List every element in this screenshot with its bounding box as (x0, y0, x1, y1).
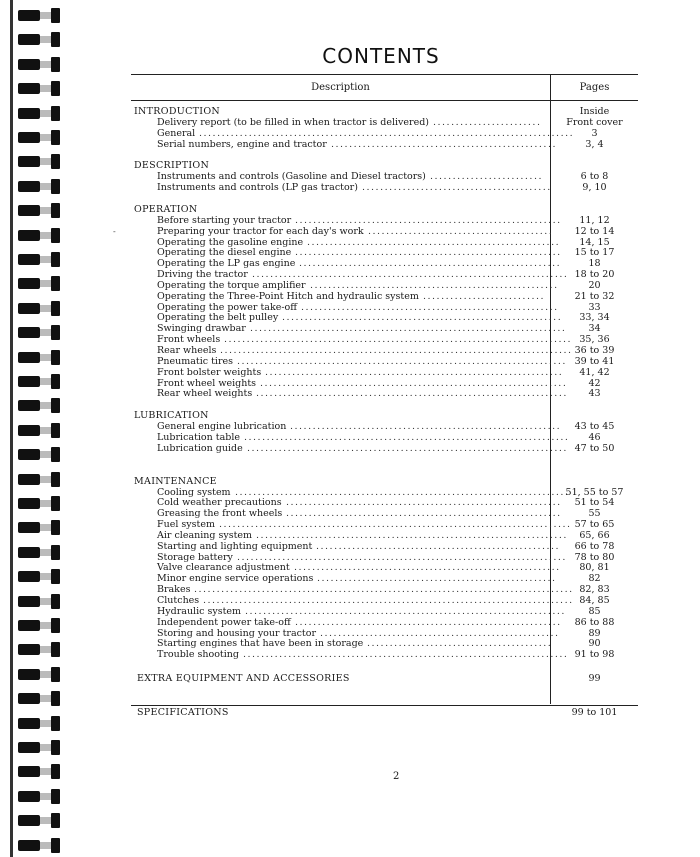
entry-description: OPERATION (134, 203, 198, 215)
margin-mark: - (113, 227, 116, 236)
dot-leader: ......................................................... (301, 301, 559, 313)
entry-pages: 90 (588, 638, 601, 650)
entry-description: Operating the gasoline engine (157, 236, 304, 248)
entry-description: Cold weather precautions (157, 497, 282, 509)
binding-ring (18, 716, 62, 731)
contents-entry (131, 258, 638, 269)
entry-description: Instruments and controls (Gasoline and Diesel tractors) (157, 171, 426, 183)
contents-section-heading (131, 106, 638, 117)
entry-description: Cooling system (157, 486, 231, 498)
dot-leader: ...................................................................... (252, 269, 569, 281)
entry-description: Operating the Three-Point Hitch and hydraulic system (157, 290, 419, 302)
contents-entry (131, 443, 638, 454)
binding-ring (18, 350, 62, 365)
entry-description: LUBRICATION (134, 410, 209, 422)
dot-leader: .......................................... (362, 182, 552, 194)
entry-pages: 12 to 14 (574, 225, 615, 237)
entry-pages: 11, 12 (579, 214, 610, 226)
contents-entry (131, 530, 638, 541)
dot-leader: ...................................................... (316, 540, 561, 552)
entry-pages: 3 (591, 127, 598, 139)
entry-pages: 47 to 50 (574, 442, 615, 454)
dot-leader: .......................................................................... (235, 486, 570, 498)
contents-entry (131, 334, 638, 345)
entry-description: Clutches (157, 595, 200, 606)
contents-entry (131, 269, 638, 280)
binding-ring (18, 569, 62, 584)
binding-ring (18, 667, 62, 682)
spiral-binding (0, 0, 62, 857)
contents-entry (131, 215, 638, 226)
entry-description: Starting and lighting equipment (157, 540, 313, 552)
entry-description: General engine lubrication (157, 421, 287, 433)
entry-description: Driving the tractor (157, 269, 248, 281)
entry-description: Independent power take-off (157, 616, 291, 628)
page-number: 2 (393, 771, 400, 782)
entry-pages: 6 to 8 (580, 171, 609, 183)
entry-pages: 21 to 32 (574, 290, 615, 302)
entry-description: Storage battery (157, 551, 233, 563)
entry-pages: 84, 85 (579, 595, 610, 606)
binding-ring (18, 764, 62, 779)
binding-spine (10, 0, 13, 857)
dot-leader: ............................................................. (286, 497, 562, 509)
contents-section-heading (131, 673, 638, 684)
entry-pages: 3, 4 (585, 138, 604, 150)
entry-description: Brakes (157, 584, 191, 596)
contents-entry (131, 487, 638, 498)
entry-description: Operating the belt pulley (157, 312, 279, 324)
dot-leader: ........................... (423, 290, 546, 302)
entry-description: Minor engine service operations (157, 573, 314, 585)
entry-pages: 99 to 101 (571, 707, 618, 719)
contents-entry (131, 541, 638, 552)
binding-ring (18, 618, 62, 633)
contents-entry (131, 584, 638, 595)
contents-entry (131, 226, 638, 237)
entry-description: Operating the diesel engine (157, 247, 292, 259)
entry-pages: 82 (588, 573, 601, 585)
entry-pages: 91 to 98 (574, 649, 615, 661)
dot-leader: ........................................................... (295, 616, 562, 628)
contents-section-heading (131, 707, 638, 718)
contents-entry (131, 595, 638, 606)
dot-leader: .............................................................................. (220, 345, 573, 356)
entry-pages: 33, 34 (579, 312, 610, 324)
binding-ring (18, 8, 62, 23)
dot-leader: ........................................................................ (243, 649, 569, 661)
entry-description: DESCRIPTION (134, 160, 210, 172)
entry-description: Operating the torque amplifier (157, 279, 306, 291)
dot-leader: ....................................................................... (245, 605, 566, 617)
entry-pages: 57 to 65 (574, 519, 615, 531)
binding-ring (18, 276, 62, 291)
entry-description: Air cleaning system (157, 529, 253, 541)
dot-leader: ............................................................. (286, 508, 562, 520)
contents-entry (131, 345, 638, 356)
entry-pages: 66 to 78 (574, 540, 615, 552)
table-header (131, 75, 638, 101)
dot-leader: .................................................................................. (203, 595, 574, 606)
entry-pages: 9, 10 (582, 182, 607, 194)
binding-ring (18, 325, 62, 340)
entry-pages: 39 to 41 (574, 355, 615, 367)
entry-description: Fuel system (157, 519, 215, 531)
entry-pages: 36 to 39 (574, 345, 615, 356)
binding-ring (18, 252, 62, 267)
entry-description: Preparing your tractor for each day's work (157, 225, 364, 237)
dot-leader: .......................................................... (299, 258, 562, 270)
binding-ring (18, 32, 62, 47)
entry-description: Swinging drawbar (157, 323, 246, 335)
entry-pages: 33 (588, 301, 601, 313)
contents-entry (131, 356, 638, 367)
entry-description: SPECIFICATIONS (137, 707, 229, 719)
entry-description: EXTRA EQUIPMENT AND ACCESSORIES (137, 673, 350, 685)
contents-entry (131, 291, 638, 302)
entry-pages: 15 to 17 (574, 247, 615, 259)
dot-leader: ........................................................... (295, 214, 562, 226)
contents-entry (131, 552, 638, 563)
dot-leader: ..................................................... (317, 573, 557, 585)
entry-description: Serial numbers, engine and tractor (157, 138, 327, 150)
entry-description: Front wheel weights (157, 377, 257, 389)
entry-description: Before starting your tractor (157, 214, 292, 226)
binding-ring (18, 106, 62, 121)
entry-description: Lubrication table (157, 431, 241, 443)
binding-ring (18, 398, 62, 413)
contents-entry (131, 606, 638, 617)
binding-ring (18, 472, 62, 487)
contents-entry (131, 497, 638, 508)
entry-pages: 86 to 88 (574, 616, 615, 628)
contents-entry (131, 280, 638, 291)
entry-pages: 78 to 80 (574, 551, 615, 563)
binding-ring (18, 423, 62, 438)
dot-leader: ........................................................... (294, 562, 561, 574)
binding-ring (18, 179, 62, 194)
entry-description: Hydraulic system (157, 605, 242, 617)
binding-ring (18, 154, 62, 169)
binding-ring (18, 228, 62, 243)
binding-ring (18, 130, 62, 145)
entry-description: Rear wheel weights (157, 388, 253, 400)
contents-entry (131, 117, 638, 128)
dot-leader: ........................................................................ (244, 431, 570, 443)
entry-pages: 99 (588, 673, 601, 685)
dot-leader: .................................................................... (260, 377, 568, 389)
contents-entry (131, 182, 638, 193)
entry-description: Starting engines that have been in storage (157, 638, 364, 650)
entry-pages: 85 (588, 605, 601, 617)
entry-pages: 43 (588, 388, 601, 400)
binding-ring (18, 57, 62, 72)
contents-entry (131, 171, 638, 182)
header-pages: Pages (579, 82, 610, 93)
contents-entry (131, 128, 638, 139)
entry-description: Trouble shooting (157, 649, 239, 661)
dot-leader: ..................................................................... (256, 388, 568, 400)
binding-ring (18, 789, 62, 804)
entry-description: Front wheels (157, 334, 221, 346)
dot-leader: ............................................................................. (224, 334, 573, 346)
dot-leader: ......................................... (367, 638, 553, 650)
contents-entry (131, 139, 638, 150)
entry-description: Front bolster weights (157, 366, 262, 378)
entry-pages: 34 (588, 323, 601, 335)
dot-leader: ..................................................... (320, 627, 560, 639)
entry-pages: 35, 36 (579, 334, 610, 346)
binding-ring (18, 838, 62, 853)
entry-pages: Front cover (566, 116, 623, 128)
dot-leader: ......................................................................... (237, 551, 567, 563)
binding-ring (18, 374, 62, 389)
contents-entry (131, 573, 638, 584)
entry-description: MAINTENANCE (134, 475, 217, 487)
dot-leader: ......................................... (368, 225, 554, 237)
entry-description: Pneumatic tires (157, 355, 234, 367)
dot-leader: ..................................................................... (256, 529, 568, 541)
binding-ring (18, 594, 62, 609)
contents-table (131, 74, 638, 719)
binding-ring (18, 813, 62, 828)
contents-section-heading (131, 410, 638, 421)
contents-entry (131, 508, 638, 519)
dot-leader: .............................................................. (282, 312, 563, 324)
contents-entry (131, 421, 638, 432)
contents-entry (131, 312, 638, 323)
entry-description: Operating the LP gas engine (157, 258, 296, 270)
contents-entry (131, 617, 638, 628)
binding-ring (18, 447, 62, 462)
entry-description: Rear wheels (157, 345, 217, 356)
contents-section-heading (131, 204, 638, 215)
contents-entry (131, 323, 638, 334)
contents-entry (131, 302, 638, 313)
binding-ring (18, 203, 62, 218)
contents-entry (131, 378, 638, 389)
contents-section-heading (131, 476, 638, 487)
binding-ring (18, 81, 62, 96)
contents-entry (131, 519, 638, 530)
dot-leader: ........................................................ (307, 236, 561, 248)
dot-leader: ......................................................................... (237, 355, 567, 367)
binding-ring (18, 691, 62, 706)
entry-pages: 80, 81 (579, 562, 610, 574)
entry-pages: 42 (588, 377, 601, 389)
entry-description: Lubrication guide (157, 442, 243, 454)
page-title: CONTENTS (322, 44, 440, 68)
binding-ring (18, 642, 62, 657)
dot-leader: ......................... (430, 171, 543, 183)
dot-leader: ................................................................................... (199, 127, 575, 139)
dot-leader: .................................................................. (265, 366, 564, 378)
entry-pages: 14, 15 (579, 236, 610, 248)
contents-entry (131, 562, 638, 573)
entry-pages: 51, 55 to 57 (565, 486, 624, 498)
dot-leader: .................................................................................... (194, 584, 574, 596)
entry-description: Operating the power take-off (157, 301, 298, 313)
dot-leader: ........................................................... (295, 247, 562, 259)
entry-pages: 43 to 45 (574, 421, 615, 433)
contents-entry (131, 638, 638, 649)
entry-pages: 65, 66 (579, 529, 610, 541)
contents-entry (131, 237, 638, 248)
binding-ring (18, 740, 62, 755)
entry-pages: 82, 83 (579, 584, 610, 596)
entry-description: General (157, 127, 196, 139)
dot-leader: .............................................................................. (219, 519, 572, 531)
dot-leader: .................................................. (331, 138, 557, 150)
entry-pages: 41, 42 (579, 366, 610, 378)
dot-leader: ....................................................... (310, 279, 559, 291)
contents-entry (131, 432, 638, 443)
entry-pages: 89 (588, 627, 601, 639)
contents-entry (131, 247, 638, 258)
entry-description: Storing and housing your tractor (157, 627, 317, 639)
entry-description: INTRODUCTION (134, 106, 221, 117)
header-description: Description (311, 82, 370, 93)
entry-description: Delivery report (to be filled in when tractor is delivered) (157, 116, 429, 128)
binding-ring (18, 496, 62, 511)
dot-leader: ........................ (433, 116, 542, 128)
entry-pages: 55 (588, 508, 601, 520)
contents-entry (131, 388, 638, 399)
dot-leader: ...................................................................... (250, 323, 567, 335)
entry-pages: 51 to 54 (574, 497, 615, 509)
dot-leader: ............................................................ (290, 421, 562, 433)
entry-description: Greasing the front wheels (157, 508, 283, 520)
binding-ring (18, 545, 62, 560)
entry-pages: Inside (579, 106, 610, 117)
entry-description: Instruments and controls (LP gas tractor) (157, 182, 358, 194)
entry-pages: 18 to 20 (574, 269, 615, 281)
entry-pages: 18 (588, 258, 601, 270)
contents-entry (131, 649, 638, 660)
entry-pages: 20 (588, 279, 601, 291)
entry-pages: 46 (588, 431, 601, 443)
contents-entry (131, 628, 638, 639)
contents-entry (131, 367, 638, 378)
binding-ring (18, 301, 62, 316)
contents-section-heading (131, 160, 638, 171)
binding-ring (18, 520, 62, 535)
entry-description: Valve clearance adjustment (157, 562, 290, 574)
dot-leader: ....................................................................... (247, 442, 568, 454)
